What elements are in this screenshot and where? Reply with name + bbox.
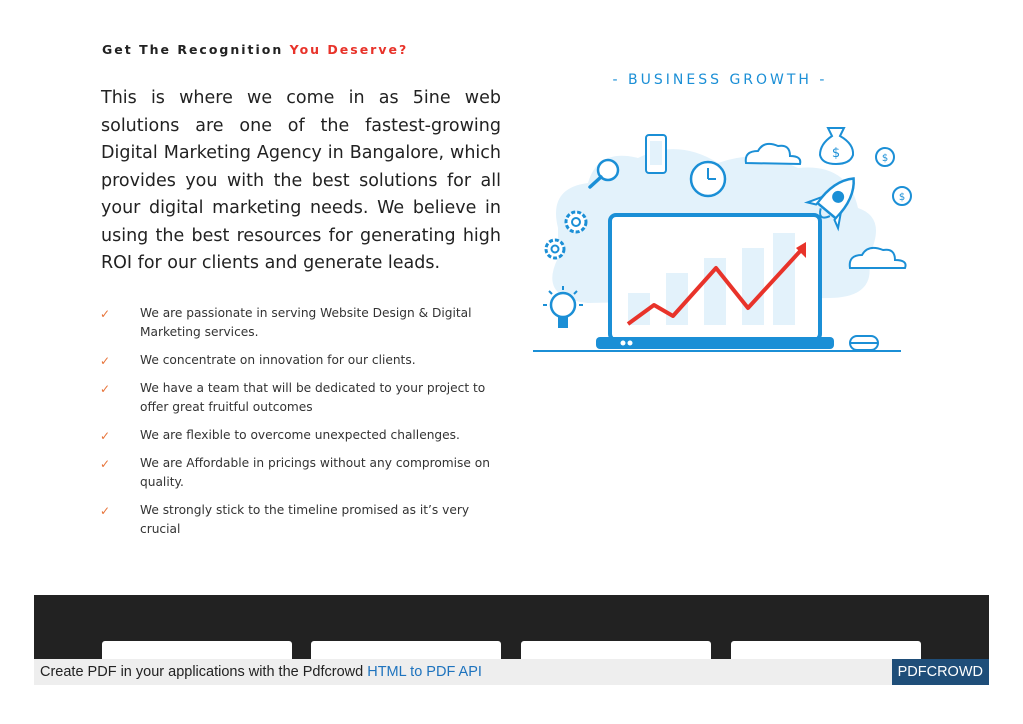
benefits-list xyxy=(100,304,510,548)
section-heading xyxy=(102,42,408,57)
pdfcrowd-brand-link[interactable]: PDFCROWD xyxy=(892,659,989,685)
pdfcrowd-message-wrapper xyxy=(34,664,482,680)
pdfcrowd-message: Create PDF in your applications with the Pdfcrowd xyxy=(40,664,364,680)
list-item xyxy=(100,379,510,417)
check-icon: ✓ xyxy=(100,307,111,321)
intro-paragraph: This is where we come in as 5ine web solutions are one of the fastest-growing Digital Marketing Agency in Bangalore, which provides you with the best solutions for all your digital marketing needs. We believe in using the best resources for generating high ROI for our clients and generate leads. xyxy=(101,88,501,273)
business-growth-illustration xyxy=(528,108,918,360)
list-item xyxy=(100,351,510,370)
list-item-text: We concentrate on innovation for our clients. xyxy=(140,353,416,367)
coin-dollar: $ xyxy=(881,153,889,164)
list-item xyxy=(100,304,510,342)
pdfcrowd-bar xyxy=(34,659,989,685)
list-item-text: We are passionate in serving Website Design & Digital Marketing services. xyxy=(140,306,472,339)
list-item xyxy=(100,501,510,539)
list-item-text: We have a team that will be dedicated to your project to offer great fruitful outcomes xyxy=(140,381,486,414)
bar xyxy=(742,248,764,325)
light-bulb-icon xyxy=(551,293,575,317)
check-icon: ✓ xyxy=(100,457,111,471)
heading-prefix: Get The Recognition xyxy=(102,42,284,57)
check-icon: ✓ xyxy=(100,354,111,368)
bar xyxy=(666,273,688,325)
check-icon: ✓ xyxy=(100,382,111,396)
laptop-dot xyxy=(621,341,626,346)
check-icon: ✓ xyxy=(100,429,111,443)
money-bag-dollar: $ xyxy=(831,146,841,161)
html-to-pdf-api-link[interactable]: HTML to PDF API xyxy=(367,664,482,680)
illustration-title: - BUSINESS GROWTH - xyxy=(612,72,828,88)
list-item-text: We are Affordable in pricings without any compromise on quality. xyxy=(140,456,490,489)
check-icon: ✓ xyxy=(100,504,111,518)
heading-accent: You Deserve? xyxy=(289,42,409,57)
laptop-dot xyxy=(628,341,633,346)
list-item-text: We strongly stick to the timeline promised as it’s very crucial xyxy=(140,503,470,536)
coin-dollar: $ xyxy=(898,192,906,203)
list-item-text: We are flexible to overcome unexpected challenges. xyxy=(140,428,460,442)
list-item xyxy=(100,426,510,445)
list-item xyxy=(100,454,510,492)
cloud-icon xyxy=(746,144,801,164)
